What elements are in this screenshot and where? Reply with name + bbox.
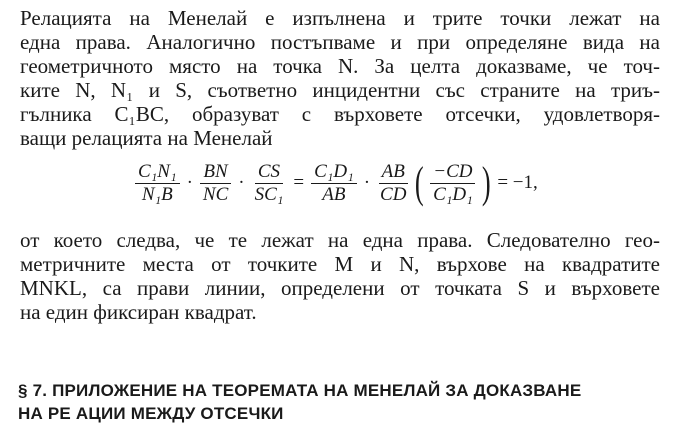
equals-sign: = bbox=[293, 172, 305, 193]
denominator: C₁D₁ bbox=[433, 183, 473, 205]
fraction bbox=[135, 161, 180, 206]
formula-result: = −1, bbox=[497, 172, 538, 193]
text-line: на един фиксиран квадрат. bbox=[20, 300, 257, 324]
numerator: −CD bbox=[430, 161, 475, 184]
dot-operator: · bbox=[363, 172, 371, 193]
section-heading: НА РЕ АЦИИ МЕЖДУ ОТСЕЧКИ bbox=[18, 404, 284, 423]
numerator: CS bbox=[255, 161, 283, 184]
denominator: N₁B bbox=[141, 183, 173, 205]
numerator: AB bbox=[379, 161, 408, 184]
text-line: гълника C₁BC, образуват с върховете отсечки, удовлетворя- bbox=[20, 102, 660, 126]
numerator: BN bbox=[200, 161, 230, 184]
dot-operator: · bbox=[186, 172, 193, 193]
left-parenthesis: ( bbox=[415, 158, 425, 207]
text-line: геометричното място на точка N. За целта доказваме, че точ- bbox=[20, 54, 660, 78]
denominator: AB bbox=[322, 183, 346, 205]
dot-operator: · bbox=[238, 172, 245, 193]
fraction bbox=[377, 161, 409, 206]
right-parenthesis: ) bbox=[481, 158, 491, 207]
text-line: една права. Аналогично постъпваме и при определяне вида на bbox=[20, 30, 660, 54]
section-heading: § 7. ПРИЛОЖЕНИЕ НА ТЕОРЕМАТА НА МЕНЕЛАЙ ЗА ДОКАЗВАНЕ bbox=[18, 381, 582, 400]
denominator: SC₁ bbox=[254, 183, 284, 205]
text-line: метричните места от точките M и N, върхове на квадратите bbox=[20, 252, 660, 276]
text-line: Релацията на Менелай е изпълнена и трите точки лежат на bbox=[20, 6, 660, 30]
fraction bbox=[200, 161, 231, 206]
numerator: C₁D₁ bbox=[311, 161, 357, 184]
menelaus-formula bbox=[132, 152, 642, 214]
text-line: ващи релацията на Менелай bbox=[20, 126, 273, 150]
fraction bbox=[311, 161, 357, 206]
fraction bbox=[430, 161, 476, 206]
fraction bbox=[252, 161, 287, 206]
text-line: от което следва, че те лежат на една права. Следователно гео- bbox=[20, 228, 660, 252]
numerator: C₁N₁ bbox=[135, 161, 180, 184]
text-line: MNKL, са прави линии, определени от точката S и върховете bbox=[20, 276, 660, 300]
denominator: CD bbox=[380, 183, 407, 205]
denominator: NC bbox=[202, 183, 229, 205]
text-line: ките N, N₁ и S, съответно инцидентни със страните на триъ- bbox=[20, 78, 660, 102]
